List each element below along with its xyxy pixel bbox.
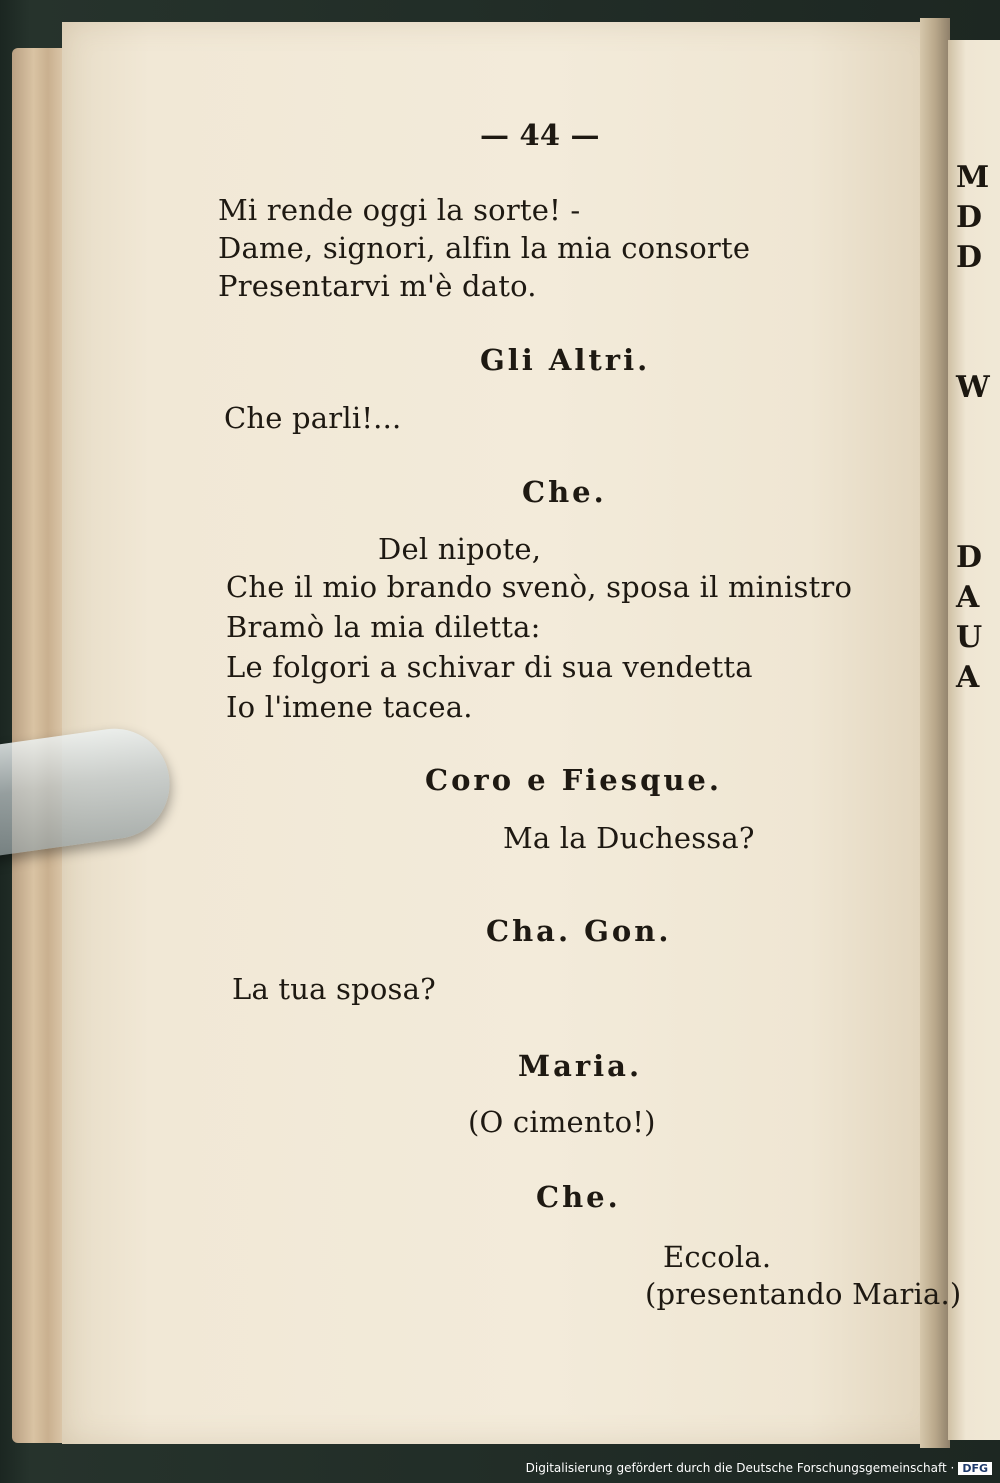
- stage-direction: (presentando Maria.): [645, 1277, 962, 1311]
- text-line: La tua sposa?: [232, 972, 436, 1006]
- speaker-name: Maria.: [518, 1049, 643, 1083]
- text-line: Che il mio brando svenò, sposa il ministro: [226, 570, 853, 604]
- text-line: (O cimento!): [468, 1105, 656, 1139]
- facing-page-glyph: D: [956, 240, 983, 275]
- dfg-logo: DFG: [958, 1462, 992, 1475]
- text-line: Del nipote,: [378, 532, 542, 566]
- digitization-footer: [526, 1461, 992, 1475]
- text-line: Presentarvi m'è dato.: [218, 269, 537, 303]
- page-number: — 44 —: [480, 118, 600, 152]
- speaker-name: Cha. Gon.: [486, 914, 672, 948]
- facing-page-glyph: D: [956, 200, 983, 235]
- facing-page-glyph: M: [956, 160, 990, 195]
- facing-page-glyph: D: [956, 540, 983, 575]
- speaker-name: Gli Altri.: [480, 343, 651, 377]
- speaker-name: Che.: [536, 1180, 621, 1214]
- facing-page-glyph: A: [956, 660, 980, 695]
- text-line: Ma la Duchessa?: [503, 821, 755, 855]
- text-line: Mi rende oggi la sorte! -: [218, 193, 581, 227]
- text-line: Eccola.: [663, 1240, 772, 1274]
- speaker-name: Che.: [522, 475, 607, 509]
- footer-text: Digitalisierung gefördert durch die Deutsche Forschungsgemeinschaft ·: [525, 1461, 955, 1475]
- facing-page-glyph: W: [956, 370, 990, 405]
- text-line: Che parli!...: [224, 401, 402, 435]
- facing-page-glyph: U: [956, 620, 983, 655]
- speaker-name: Coro e Fiesque.: [425, 763, 722, 797]
- text-line: Dame, signori, alfin la mia consorte: [218, 231, 751, 265]
- facing-page-glyph: A: [956, 580, 980, 615]
- text-line: Bramò la mia diletta:: [226, 610, 541, 644]
- text-line: Io l'imene tacea.: [226, 690, 473, 724]
- book-gutter: [920, 18, 950, 1448]
- text-line: Le folgori a schivar di sua vendetta: [226, 650, 753, 684]
